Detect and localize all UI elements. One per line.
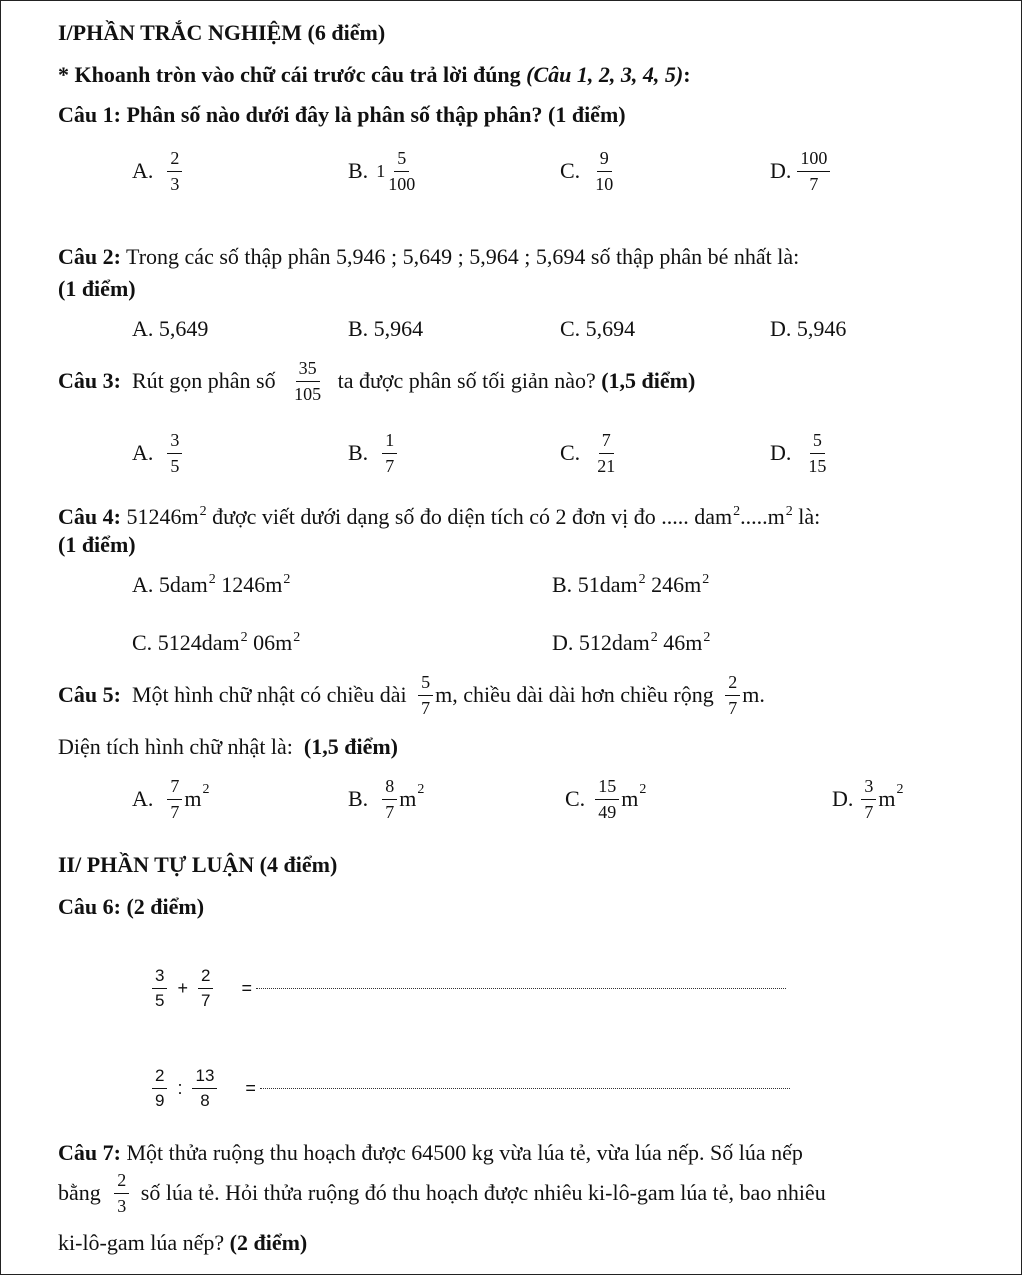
option-letter: B. — [348, 440, 369, 466]
q7-line2-end: số lúa tẻ. Hỏi thửa ruộng đó thu hoạch được nhiêu ki-lô-gam lúa tẻ, bao nhiêu — [135, 1180, 826, 1206]
q5-points: (1,5 điểm) — [303, 734, 399, 759]
q3-text — [58, 358, 695, 404]
q4-option-b[interactable]: B. 51dam$^2$ $246m^2$ — [552, 572, 710, 597]
q4-points: (1 điểm) — [58, 532, 136, 557]
option-letter: A. — [132, 158, 154, 184]
q7-line2 — [58, 1170, 826, 1216]
q4-body-3: là: — [792, 504, 821, 529]
q7-line2-start: bằng — [58, 1180, 107, 1206]
q6-expression-1 — [148, 966, 786, 1010]
option-letter: B. — [348, 158, 369, 184]
fraction: $\frac{8}{7}$ — [382, 776, 397, 822]
option-letter: D. — [832, 786, 854, 812]
q5-option-c[interactable]: C. $\frac{15}{49}$ m 2 — [565, 776, 647, 822]
q2-option-b[interactable]: B. 5,964 — [348, 316, 424, 341]
instruction — [58, 64, 691, 86]
option-letter: C. — [560, 158, 581, 184]
option-letter: C. — [560, 440, 581, 466]
fraction: $\frac{5}{7}$ — [418, 672, 433, 718]
answer-line[interactable] — [260, 1087, 790, 1089]
equals: = — [241, 978, 252, 999]
q1-option-b[interactable] — [348, 148, 422, 194]
q1-option-d[interactable] — [770, 148, 834, 194]
q5-option-a[interactable]: A. $\frac{7}{7}$ m 2 — [132, 776, 210, 822]
q4-body-2: .....m — [740, 504, 785, 529]
fraction: $\frac{5}{15}$ — [808, 430, 827, 476]
q3-option-b[interactable] — [348, 430, 401, 476]
answer-line[interactable] — [256, 987, 786, 989]
q1-option-c[interactable] — [560, 148, 620, 194]
q2-points: (1 điểm) — [58, 276, 136, 301]
q4-option-d[interactable]: D. 512dam$^2$ $46m^2$ — [552, 630, 711, 655]
fraction: $\frac{35}{105}$ — [294, 358, 322, 404]
option-letter: A. — [132, 786, 154, 812]
q6-expression-2 — [148, 1066, 790, 1110]
fraction: $\frac{2}{9}$ — [152, 1066, 167, 1110]
fraction: $\frac{3}{5}$ — [167, 430, 182, 476]
fraction: $\frac{7}{7}$ — [167, 776, 182, 822]
q6-text: Câu 6: (2 điểm) — [58, 894, 205, 919]
q4-value: 51246m — [120, 504, 199, 529]
q5-body-start: Một hình chữ nhật có chiều dài — [120, 682, 413, 708]
q7-points: (2 điểm) — [229, 1230, 308, 1255]
q5-body-mid: m, chiều dài dài hơn chiều rộng — [435, 682, 720, 708]
q3-points: (1,5 điểm) — [601, 368, 696, 394]
q2-body: Trong các số thập phân 5,946 ; 5,649 ; 5,964 ; 5,694 số thập phân bé nhất là: — [120, 244, 800, 269]
option-letter: D. — [770, 440, 792, 466]
q3-option-c[interactable] — [560, 430, 622, 476]
option-letter: C. — [565, 786, 586, 812]
q1-text: Câu 1: Phân số nào dưới đây là phân số thập phân? (1 điểm) — [58, 102, 626, 127]
q7-line3-text: ki-lô-gam lúa nếp? — [58, 1230, 230, 1255]
fraction: $\frac{3}{5}$ — [152, 966, 167, 1010]
q5-label: Câu 5: — [58, 682, 121, 708]
part1-title: I/PHẦN TRẮC NGHIỆM (6 điểm) — [58, 20, 386, 45]
superscript: 2 — [733, 504, 741, 519]
fraction: $\frac{5}{100}$ — [388, 148, 416, 194]
instruction-italic: (Câu 1, 2, 3, 4, 5) — [526, 62, 684, 87]
q4-text — [58, 506, 820, 528]
q5-option-d[interactable]: D. $\frac{3}{7}$ m 2 — [832, 776, 904, 822]
q5-text — [58, 672, 765, 718]
fraction: $\frac{2}{7}$ — [725, 672, 740, 718]
q7-line1 — [58, 1142, 803, 1164]
option-letter: B. — [348, 786, 369, 812]
q4-option-c[interactable]: C. 5124dam$^2$ $06m^2$ — [132, 630, 301, 655]
q5-option-b[interactable]: B. $\frac{8}{7}$ m 2 — [348, 776, 425, 822]
q7-line3 — [58, 1232, 307, 1254]
fraction: $\frac{15}{49}$ — [595, 776, 619, 822]
fraction: $\frac{13}{8}$ — [192, 1066, 217, 1110]
superscript: 2 — [199, 504, 207, 519]
whole-part: 1 — [376, 161, 386, 182]
instruction-end: : — [683, 62, 691, 87]
q4-body: được viết dưới dạng số đo diện tích có 2 đơn vị đo ..... dam — [206, 504, 733, 529]
operator: + — [177, 978, 188, 999]
fraction: $\frac{1}{7}$ — [382, 430, 397, 476]
operator: : — [177, 1078, 183, 1099]
fraction: $\frac{2}{7}$ — [198, 966, 213, 1010]
q3-option-a[interactable] — [132, 430, 186, 476]
fraction: $\frac{100}{7}$ — [797, 148, 830, 194]
q4-option-a[interactable]: A. 5dam$^2$ $1246m^2$ — [132, 572, 291, 597]
fraction: $\frac{3}{7}$ — [861, 776, 876, 822]
q2-option-a[interactable]: A. 5,649 — [132, 316, 209, 341]
instruction-main: * Khoanh tròn vào chữ cái trước câu trả lời đúng — [58, 62, 527, 87]
q3-body-start: Rút gọn phân số — [120, 368, 282, 394]
part2-title: II/ PHẦN TỰ LUẬN (4 điểm) — [58, 852, 338, 877]
fraction: $\frac{7}{21}$ — [597, 430, 616, 476]
option-letter: D. — [770, 158, 792, 184]
q5-body-end: m. — [742, 682, 765, 708]
q2-text — [58, 246, 799, 268]
superscript: 2 — [785, 504, 793, 519]
q2-option-c[interactable]: C. 5,694 — [560, 316, 636, 341]
fraction: $\frac{2}{3}$ — [167, 148, 182, 194]
q7-line1-text: Một thửa ruộng thu hoạch được 64500 kg vừa lúa tẻ, vừa lúa nếp. Số lúa nếp — [120, 1140, 803, 1165]
equals: = — [245, 1078, 256, 1099]
fraction: $\frac{2}{3}$ — [114, 1170, 129, 1216]
q3-option-d[interactable] — [770, 430, 833, 476]
option-letter: A. — [132, 440, 154, 466]
q3-body-end: ta được phân số tối giản nào? — [332, 368, 602, 394]
q7-label: Câu 7: — [58, 1140, 121, 1165]
q5-line2 — [58, 736, 398, 758]
q3-label: Câu 3: — [58, 368, 121, 394]
q2-label: Câu 2: — [58, 244, 121, 269]
q4-label: Câu 4: — [58, 504, 121, 529]
q5-line2-text: Diện tích hình chữ nhật là: — [58, 734, 304, 759]
fraction: $\frac{9}{10}$ — [595, 148, 614, 194]
q1-option-a[interactable] — [132, 148, 186, 194]
q2-option-d[interactable]: D. 5,946 — [770, 316, 847, 341]
